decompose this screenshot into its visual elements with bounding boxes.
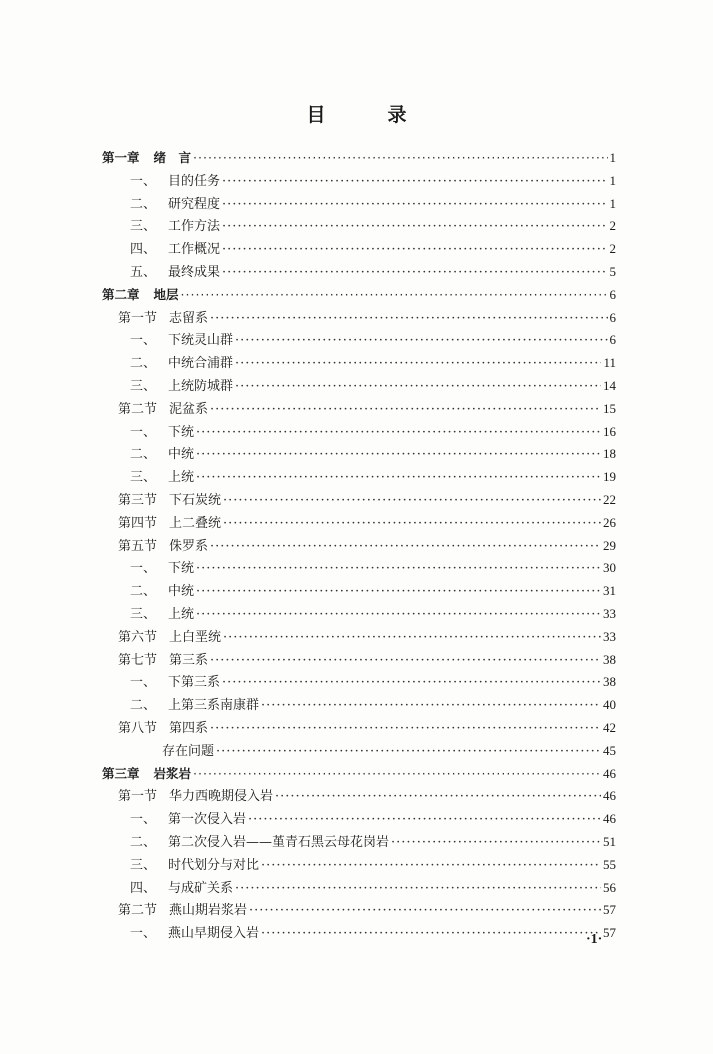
- toc-entry-number: 二、: [130, 447, 157, 463]
- toc-entry-page: 33: [603, 605, 616, 621]
- toc-entry-number: 第三章: [102, 765, 140, 781]
- toc-entry-number: 第一节: [118, 310, 158, 326]
- toc-entry-number: 二、: [130, 698, 157, 714]
- toc-entry-page: 38: [603, 651, 616, 667]
- toc-entry-title: 志留系: [169, 310, 209, 326]
- toc-entry-page: 29: [603, 537, 616, 553]
- dot-leader: [261, 923, 601, 946]
- toc-item-entry[interactable]: [102, 238, 616, 261]
- toc-entry-page: 22: [603, 491, 616, 507]
- dot-leader: [210, 718, 601, 741]
- dot-leader: [223, 513, 601, 536]
- toc-entry-page: 2: [609, 218, 616, 234]
- dot-leader: [223, 627, 601, 650]
- toc-entry-page: 55: [603, 856, 616, 872]
- toc-entry-title: 上白垩统: [169, 629, 222, 645]
- toc-entry-title: 下石炭统: [169, 492, 222, 508]
- toc-entry-page: 14: [603, 377, 616, 393]
- toc-entry-number: 一、: [130, 173, 157, 189]
- toc-item-entry[interactable]: [102, 808, 616, 831]
- toc-entry-number: 第六节: [118, 629, 158, 645]
- dot-leader: [210, 308, 607, 331]
- dot-leader: [222, 171, 607, 194]
- toc-section-entry[interactable]: [102, 398, 616, 421]
- toc-entry-number: 第五节: [118, 538, 158, 554]
- toc-item-entry[interactable]: [102, 170, 616, 193]
- toc-entry-title: 地层: [153, 286, 179, 302]
- toc-item-entry[interactable]: [102, 466, 616, 489]
- toc-item-entry[interactable]: [102, 671, 616, 694]
- toc-entry-page: 1: [609, 195, 616, 211]
- dot-leader: [222, 672, 601, 695]
- dot-leader: [196, 444, 601, 467]
- toc-entry-number: 第三节: [118, 492, 158, 508]
- toc-entry-title: 泥盆系: [169, 401, 209, 417]
- toc-entry-page: 18: [603, 446, 616, 462]
- toc-entry-number: 二、: [130, 834, 157, 850]
- toc-entry-title: 与成矿关系: [168, 880, 234, 896]
- dot-leader: [275, 786, 601, 809]
- dot-leader: [223, 490, 601, 513]
- toc-entry-page: 11: [603, 355, 616, 371]
- toc-entry-title: 下第三系: [168, 675, 221, 691]
- toc-entry-number: 三、: [130, 219, 157, 235]
- toc-entry-number: 二、: [130, 584, 157, 600]
- toc-entry-page: 6: [609, 332, 616, 348]
- toc-section-entry[interactable]: [102, 785, 616, 808]
- toc-entry-number: 二、: [130, 196, 157, 212]
- toc-entry-page: 38: [603, 674, 616, 690]
- toc-entry-page: 2: [609, 241, 616, 257]
- dot-leader: [196, 581, 601, 604]
- toc-entry-number: 二、: [130, 356, 157, 372]
- toc-entry-title: 上统防城群: [168, 378, 234, 394]
- toc-entry-title: 第四系: [169, 720, 209, 736]
- toc-entry-page: 1: [609, 150, 616, 165]
- dot-leader: [210, 399, 601, 422]
- toc-entry-number: 第一节: [118, 789, 158, 805]
- toc-entry-page: 46: [603, 788, 616, 804]
- toc-entry-page: 40: [603, 697, 616, 713]
- toc-section-entry[interactable]: [102, 307, 616, 330]
- table-of-contents: [102, 147, 616, 945]
- toc-chapter-entry[interactable]: [102, 284, 616, 307]
- toc-entry-page: 33: [603, 628, 616, 644]
- toc-entry-page: 56: [603, 879, 616, 895]
- toc-chapter-entry[interactable]: [102, 763, 616, 786]
- toc-entry-title: 第三系: [169, 652, 209, 668]
- toc-entry-title: 第一次侵入岩: [168, 812, 247, 828]
- dot-leader: [235, 330, 607, 353]
- toc-entry-page: 1: [609, 172, 616, 188]
- toc-entry-number: 五、: [130, 264, 157, 280]
- dot-leader: [196, 467, 601, 490]
- toc-section-entry[interactable]: [102, 899, 616, 922]
- toc-entry-title: 下统: [168, 424, 195, 440]
- toc-entry-number: 第二章: [102, 286, 140, 302]
- dot-leader: [196, 422, 601, 445]
- toc-entry-page: 16: [603, 423, 616, 439]
- toc-item-entry[interactable]: [102, 421, 616, 444]
- page-number: ·1·: [586, 932, 603, 947]
- toc-entry-number: 三、: [130, 378, 157, 394]
- dot-leader: [193, 147, 607, 170]
- title-char-2: 录: [387, 104, 407, 126]
- toc-item-entry[interactable]: [102, 877, 616, 900]
- toc-entry-title: 下统: [168, 561, 195, 577]
- dot-leader: [261, 855, 601, 878]
- toc-entry-number: 第七节: [118, 652, 158, 668]
- dot-leader: [235, 353, 601, 376]
- toc-entry-number: 一、: [130, 675, 157, 691]
- dot-leader: [235, 878, 601, 901]
- toc-item-entry[interactable]: [102, 740, 616, 763]
- toc-entry-title: 时代划分与对比: [168, 857, 260, 873]
- dot-leader: [222, 262, 607, 285]
- title-char-1: 目: [306, 104, 326, 126]
- toc-item-entry[interactable]: [102, 603, 616, 626]
- toc-entry-number: 第二节: [118, 401, 158, 417]
- toc-entry-title: 燕山期岩浆岩: [169, 903, 248, 919]
- dot-leader: [235, 376, 601, 399]
- toc-entry-number: 一、: [130, 926, 157, 942]
- toc-entry-number: 一、: [130, 812, 157, 828]
- toc-chapter-entry[interactable]: [102, 147, 616, 170]
- toc-entry-title: 岩浆岩: [153, 765, 192, 781]
- toc-entry-title: 第二次侵入岩——堇青石黑云母花岗岩: [168, 834, 390, 850]
- toc-entry-number: 三、: [130, 606, 157, 622]
- toc-item-entry[interactable]: [102, 854, 616, 877]
- toc-entry-page: 46: [603, 811, 616, 827]
- toc-entry-title: 存在问题: [162, 743, 215, 759]
- toc-entry-number: 第八节: [118, 720, 158, 736]
- toc-item-entry[interactable]: [102, 352, 616, 375]
- toc-entry-title: 目的任务: [168, 173, 221, 189]
- toc-entry-page: 45: [603, 742, 616, 758]
- toc-item-entry[interactable]: [102, 261, 616, 284]
- toc-section-entry[interactable]: [102, 626, 616, 649]
- toc-entry-title: 最终成果: [168, 264, 221, 280]
- toc-entry-number: 一、: [130, 424, 157, 440]
- toc-entry-page: 6: [609, 309, 616, 325]
- toc-section-entry[interactable]: [102, 535, 616, 558]
- toc-entry-number: 一、: [130, 561, 157, 577]
- page-title: [0, 100, 713, 127]
- toc-entry-page: 46: [603, 765, 616, 781]
- toc-entry-title: 绪 言: [153, 150, 192, 165]
- toc-item-entry[interactable]: [102, 580, 616, 603]
- toc-entry-title: 工作概况: [168, 242, 221, 258]
- toc-item-entry[interactable]: [102, 922, 616, 945]
- toc-entry-number: 第一章: [102, 150, 140, 165]
- toc-entry-page: 15: [603, 400, 616, 416]
- toc-item-entry[interactable]: [102, 375, 616, 398]
- toc-entry-page: 6: [609, 286, 616, 302]
- toc-item-entry[interactable]: [102, 193, 616, 216]
- toc-section-entry[interactable]: [102, 512, 616, 535]
- toc-entry-title: 中统合浦群: [168, 356, 234, 372]
- toc-entry-title: 下统灵山群: [168, 333, 234, 349]
- dot-leader: [248, 809, 601, 832]
- toc-item-entry[interactable]: [102, 557, 616, 580]
- toc-entry-title: 燕山早期侵入岩: [168, 926, 260, 942]
- toc-section-entry[interactable]: [102, 717, 616, 740]
- toc-entry-title: 上第三系南康群: [168, 698, 260, 714]
- dot-leader: [196, 604, 601, 627]
- toc-entry-page: 42: [603, 719, 616, 735]
- toc-entry-title: 中统: [168, 447, 195, 463]
- toc-entry-page: 51: [603, 833, 616, 849]
- dot-leader: [196, 558, 601, 581]
- toc-entry-number: 四、: [130, 242, 157, 258]
- dot-leader: [216, 741, 601, 764]
- toc-entry-title: 上统: [168, 470, 195, 486]
- toc-entry-page: 30: [603, 560, 616, 576]
- toc-entry-page: 19: [603, 469, 616, 485]
- toc-entry-page: 31: [603, 583, 616, 599]
- toc-entry-number: 四、: [130, 880, 157, 896]
- toc-entry-page: 57: [603, 902, 616, 918]
- toc-item-entry[interactable]: [102, 694, 616, 717]
- toc-entry-title: 侏罗系: [169, 538, 209, 554]
- dot-leader: [210, 536, 601, 559]
- toc-entry-title: 中统: [168, 584, 195, 600]
- toc-item-entry[interactable]: [102, 831, 616, 854]
- dot-leader: [391, 832, 601, 855]
- toc-entry-number: 第二节: [118, 903, 158, 919]
- toc-entry-number: 三、: [130, 857, 157, 873]
- toc-entry-title: 华力西晚期侵入岩: [169, 789, 274, 805]
- dot-leader: [181, 284, 608, 307]
- toc-entry-page: 57: [603, 925, 616, 941]
- dot-leader: [222, 194, 607, 217]
- dot-leader: [249, 900, 601, 923]
- toc-entry-title: 工作方法: [168, 219, 221, 235]
- dot-leader: [261, 695, 601, 718]
- dot-leader: [222, 216, 607, 239]
- toc-entry-number: 三、: [130, 470, 157, 486]
- toc-entry-page: 5: [609, 263, 616, 279]
- dot-leader: [210, 650, 601, 673]
- toc-item-entry[interactable]: [102, 329, 616, 352]
- toc-entry-title: 上二叠统: [169, 515, 222, 531]
- toc-entry-title: 研究程度: [168, 196, 221, 212]
- toc-entry-title: 上统: [168, 606, 195, 622]
- toc-entry-number: 一、: [130, 333, 157, 349]
- toc-entry-page: 26: [603, 514, 616, 530]
- dot-leader: [222, 239, 607, 262]
- toc-entry-number: 第四节: [118, 515, 158, 531]
- toc-section-entry[interactable]: [102, 489, 616, 512]
- toc-item-entry[interactable]: [102, 443, 616, 466]
- toc-item-entry[interactable]: [102, 215, 616, 238]
- dot-leader: [193, 763, 601, 786]
- toc-section-entry[interactable]: [102, 649, 616, 672]
